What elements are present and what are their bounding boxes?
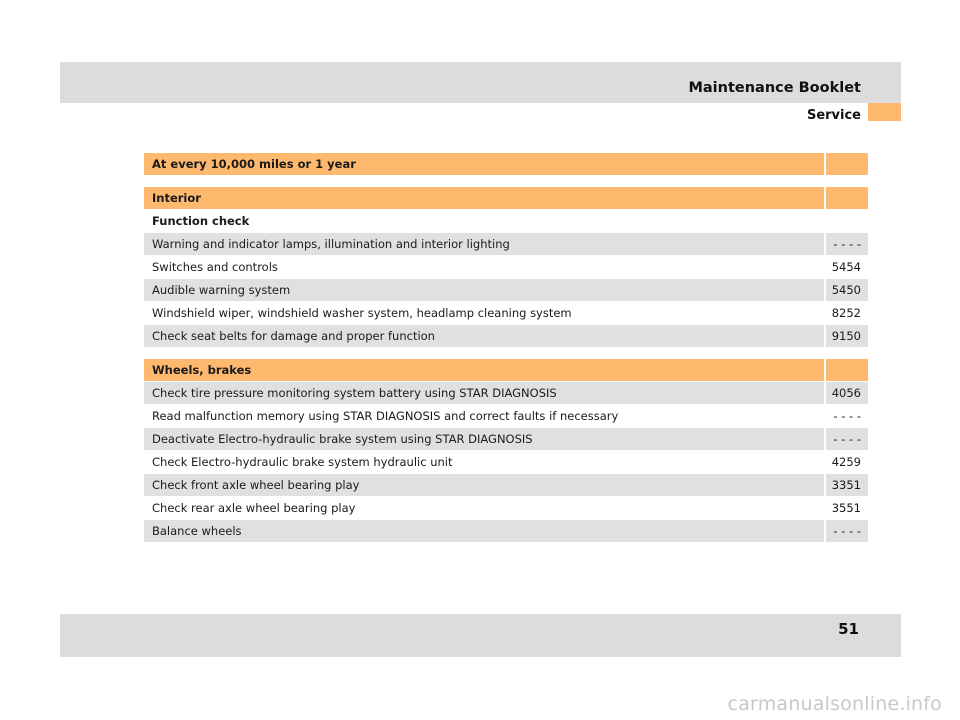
row-code: 4259 <box>831 455 861 469</box>
table-row <box>144 256 868 278</box>
page-number: 51 <box>838 620 859 638</box>
row-code: - - - - <box>826 520 868 542</box>
row-code: 3551 <box>831 501 861 515</box>
section-tab-marker <box>868 103 901 121</box>
row-code: 5450 <box>826 279 868 301</box>
table-row <box>144 233 868 255</box>
subheading-row <box>144 210 868 232</box>
row-description: Balance wheels <box>144 520 824 542</box>
row-code: - - - - <box>826 233 868 255</box>
table-row <box>144 279 868 301</box>
row-code: 9150 <box>826 325 868 347</box>
interval-heading-code-cell <box>826 153 868 175</box>
table-row <box>144 520 868 542</box>
subheading-function-check: Function check <box>152 214 250 228</box>
table-row <box>144 428 868 450</box>
interval-heading-row <box>144 153 868 175</box>
maintenance-table <box>144 153 868 543</box>
row-description: Check rear axle wheel bearing play <box>152 501 356 515</box>
watermark[interactable]: carmanualsonline.info <box>727 693 942 715</box>
row-description: Check Electro-hydraulic brake system hydraulic unit <box>152 455 453 469</box>
row-code: 3351 <box>826 474 868 496</box>
row-code: - - - - <box>826 428 868 450</box>
row-description: Warning and indicator lamps, illumination and interior lighting <box>144 233 824 255</box>
table-row <box>144 325 868 347</box>
section-heading-interior: Interior <box>144 187 824 209</box>
table-row <box>144 497 868 519</box>
row-description: Windshield wiper, windshield washer system, headlamp cleaning system <box>152 306 572 320</box>
section-heading-code-cell <box>826 359 868 381</box>
row-code: 4056 <box>826 382 868 404</box>
interval-heading: At every 10,000 miles or 1 year <box>144 153 824 175</box>
table-row <box>144 302 868 324</box>
row-description: Check tire pressure monitoring system battery using STAR DIAGNOSIS <box>144 382 824 404</box>
row-description: Switches and controls <box>152 260 278 274</box>
section-heading-wheels-brakes: Wheels, brakes <box>144 359 824 381</box>
section-heading-row-interior <box>144 187 868 209</box>
footer-band <box>60 614 901 657</box>
row-description: Check seat belts for damage and proper function <box>144 325 824 347</box>
section-heading-row-wheels-brakes <box>144 359 868 381</box>
row-description: Check front axle wheel bearing play <box>144 474 824 496</box>
row-code: 5454 <box>831 260 861 274</box>
row-code: - - - - <box>833 409 861 423</box>
row-code: 8252 <box>831 306 861 320</box>
table-row <box>144 474 868 496</box>
table-row <box>144 405 868 427</box>
section-heading-code-cell <box>826 187 868 209</box>
document-title: Maintenance Booklet <box>688 80 861 96</box>
row-description: Read malfunction memory using STAR DIAGNOSIS and correct faults if necessary <box>152 409 619 423</box>
section-title: Service <box>806 108 861 123</box>
table-row <box>144 451 868 473</box>
row-description: Deactivate Electro-hydraulic brake system using STAR DIAGNOSIS <box>144 428 824 450</box>
table-row <box>144 382 868 404</box>
row-description: Audible warning system <box>144 279 824 301</box>
